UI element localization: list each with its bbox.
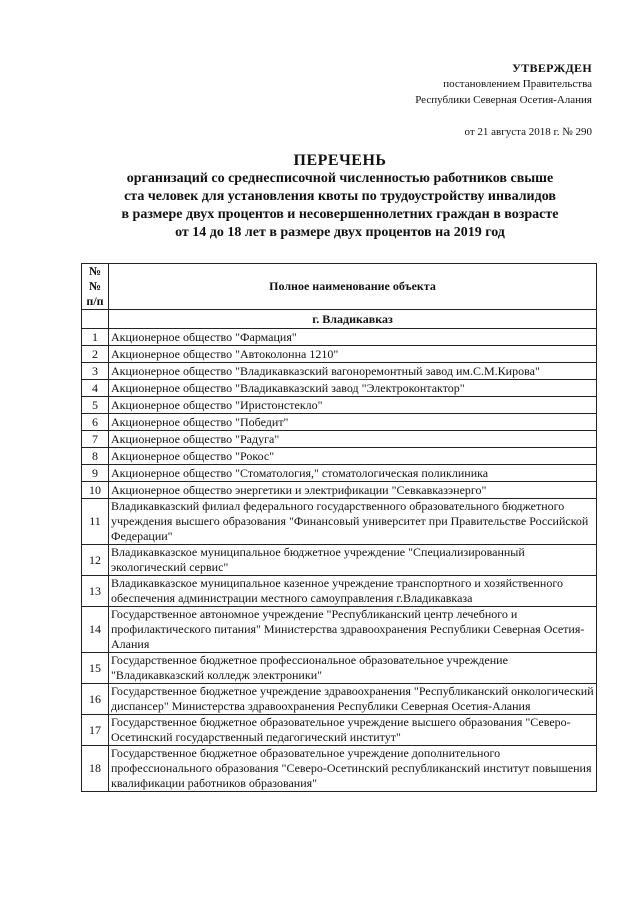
approval-date: от 21 августа 2018 г. № 290: [464, 126, 592, 138]
approval-heading: УТВЕРЖДЕН: [512, 61, 592, 75]
row-name: Владикавказское муниципальное бюджетное учреждение "Специализированный экологический сервис": [109, 545, 597, 576]
city-empty-cell: [82, 310, 109, 329]
row-number: 9: [82, 465, 109, 482]
row-name: Акционерное общество "Рокос": [109, 448, 597, 465]
row-name: Акционерное общество "Автоколонна 1210": [109, 346, 597, 363]
table-row: [82, 715, 597, 746]
row-number: 3: [82, 363, 109, 380]
row-number: 17: [82, 715, 109, 746]
row-name: Государственное бюджетное образовательное учреждение высшего образования "Северо-Осетинский государственный педагогический институт": [109, 715, 597, 746]
table-row: [82, 329, 597, 346]
approval-line-2: Республики Северная Осетия-Алания: [415, 94, 592, 106]
table-row: [82, 431, 597, 448]
column-header-name: Полное наименование объекта: [109, 264, 597, 310]
row-number: 11: [82, 499, 109, 545]
table-row: [82, 576, 597, 607]
document-title: [60, 152, 620, 242]
row-name: Владикавказский филиал федерального государственного образовательного бюджетного учреждения высшего образования "Финансовый университет при Правительстве Российской Федерации": [109, 499, 597, 545]
row-name: Государственное автономное учреждение "Республиканский центр лечебного и профилактического питания" Министерства здравоохранения Республики Северная Осетия-Алания: [109, 607, 597, 653]
row-number: 6: [82, 414, 109, 431]
city-name: г. Владикавказ: [109, 310, 597, 329]
row-number: 10: [82, 482, 109, 499]
row-name: Акционерное общество "Владикавказский завод "Электроконтактор": [109, 380, 597, 397]
title-line-4: от 14 до 18 лет в размере двух процентов на 2019 год: [175, 225, 505, 240]
title-line-3: в размере двух процентов и несовершеннолетних граждан в возрасте: [121, 207, 559, 222]
row-name: Государственное бюджетное профессиональное образовательное учреждение "Владикавказский колледж электроники": [109, 653, 597, 684]
organizations-table: [81, 263, 597, 792]
row-name: Государственное бюджетное образовательное учреждение дополнительного профессионального образования "Северо-Осетинский республиканский институт повышения квалификации работников образования": [109, 746, 597, 792]
table-row: [82, 482, 597, 499]
table-header-row: [82, 264, 597, 310]
row-name: Акционерное общество "Стоматология," стоматологическая поликлиника: [109, 465, 597, 482]
row-number: 5: [82, 397, 109, 414]
row-name: Акционерное общество "Радуга": [109, 431, 597, 448]
table-row: [82, 346, 597, 363]
row-name: Владикавказское муниципальное казенное учреждение транспортного и хозяйственного обеспечения администрации местного самоуправления г.Владикавказа: [109, 576, 597, 607]
table-row: [82, 363, 597, 380]
table-row: [82, 380, 597, 397]
row-name: Государственное бюджетное учреждение здравоохранения "Республиканский онкологический диспансер" Министерства здравоохранения Республики Северная Осетия-Алания: [109, 684, 597, 715]
table-row: [82, 684, 597, 715]
row-number: 2: [82, 346, 109, 363]
title-heading: ПЕРЕЧЕНЬ: [293, 152, 387, 169]
table-row: [82, 414, 597, 431]
title-line-1: организаций со среднесписочной численностью работников свыше: [126, 171, 554, 186]
row-number: 1: [82, 329, 109, 346]
approval-block: [415, 60, 592, 140]
row-number: 7: [82, 431, 109, 448]
row-number: 13: [82, 576, 109, 607]
row-name: Акционерное общество "Фармация": [109, 329, 597, 346]
row-number: 14: [82, 607, 109, 653]
row-number: 12: [82, 545, 109, 576]
row-number: 4: [82, 380, 109, 397]
row-name: Акционерное общество "Иристонстекло": [109, 397, 597, 414]
row-number: 16: [82, 684, 109, 715]
table-row: [82, 397, 597, 414]
city-row: [82, 310, 597, 329]
row-name: Акционерное общество "Победит": [109, 414, 597, 431]
column-header-number: №№ п/п: [82, 264, 109, 310]
row-number: 8: [82, 448, 109, 465]
table-row: [82, 465, 597, 482]
table-row: [82, 746, 597, 792]
table-row: [82, 653, 597, 684]
row-name: Акционерное общество "Владикавказский вагоноремонтный завод им.С.М.Кирова": [109, 363, 597, 380]
approval-line-1: постановлением Правительства: [443, 78, 592, 90]
table-row: [82, 545, 597, 576]
row-number: 18: [82, 746, 109, 792]
table-row: [82, 607, 597, 653]
table-row: [82, 448, 597, 465]
row-number: 15: [82, 653, 109, 684]
table-row: [82, 499, 597, 545]
row-name: Акционерное общество энергетики и электрификации "Севкавказэнерго": [109, 482, 597, 499]
title-line-2: ста человек для установления квоты по трудоустройству инвалидов: [124, 189, 556, 204]
